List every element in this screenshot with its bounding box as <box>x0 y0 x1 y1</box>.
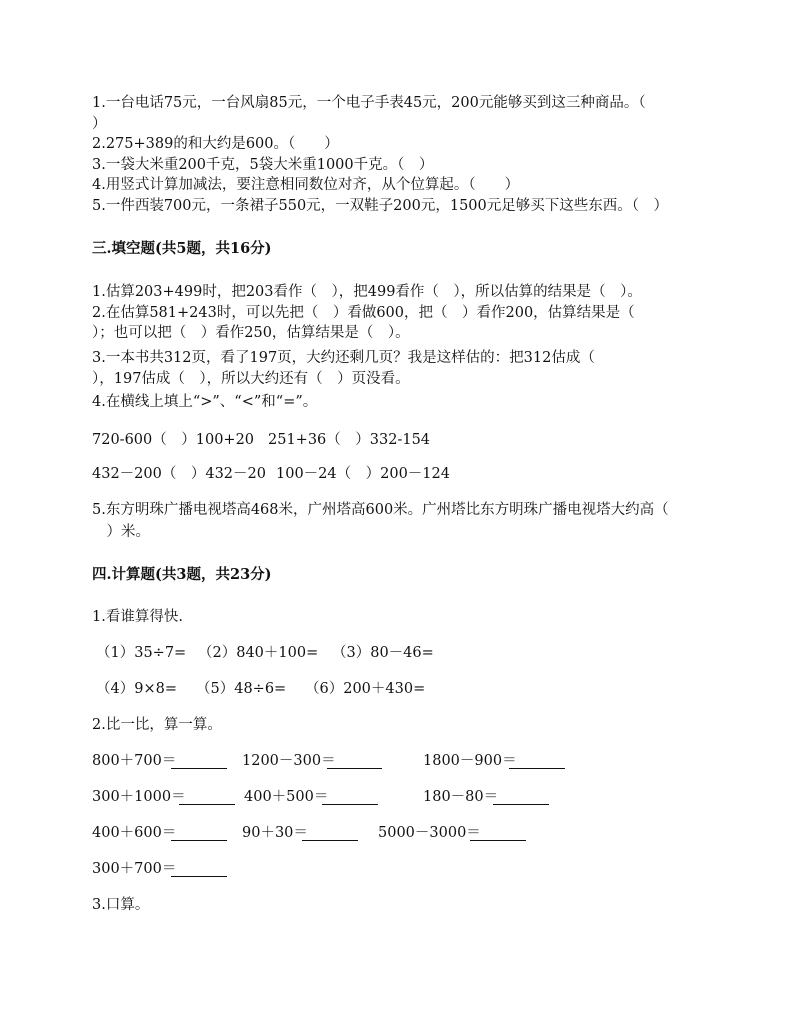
calc-item: （2）840＋100= <box>198 645 319 661</box>
answer-blank[interactable] <box>327 768 382 769</box>
fill-question-2-cont: ）；也可以把（ ）看作250，估算结果是（ ）。 <box>92 325 410 341</box>
answer-blank[interactable] <box>322 804 378 805</box>
calc-question-1-title: 1.看谁算得快. <box>92 609 183 625</box>
calc-item: （5）48÷6= <box>196 681 287 697</box>
fill-question-3: 3.一本书共312页，看了197页，大约还剩几页？我是这样估的：把312估成（ <box>92 350 595 366</box>
judge-question-5: 5.一件西装700元，一条裙子550元，一双鞋子200元，1500元足够买下这些东西。（ ） <box>92 198 669 214</box>
judge-question-3: 3.一袋大米重200千克，5袋大米重1000千克。（ ） <box>92 157 434 173</box>
fill-question-1: 1.估算203+499时，把203看作（ ），把499看作（ ），所以估算的结果是（ ）。 <box>92 284 642 300</box>
compute-item: 300＋700＝ <box>92 861 177 877</box>
fill-question-3-cont: ），197估成（ ），所以大约还有（ ）页没看。 <box>92 371 410 387</box>
calc-item: （3）80－46= <box>332 645 434 661</box>
calc-item: （1）35÷7= <box>96 645 187 661</box>
calc-question-3-title: 3.口算。 <box>92 897 150 913</box>
compute-item: 1200－300＝ <box>242 753 336 769</box>
compare-item: 251+36（ ）332-154 <box>268 432 431 448</box>
compute-item: 800＋700＝ <box>92 753 177 769</box>
compute-item: 1800－900＝ <box>423 753 517 769</box>
answer-blank[interactable] <box>171 840 227 841</box>
judge-question-4: 4.用竖式计算加减法，要注意相同数位对齐，从个位算起。（ ） <box>92 177 520 193</box>
compare-item: 100－24（ ）200－124 <box>276 466 450 482</box>
compare-item: 432－200（ ）432－20 <box>92 466 266 482</box>
answer-blank[interactable] <box>171 876 227 877</box>
judge-question-2: 2.275+389的和大约是600。（ ） <box>92 136 339 152</box>
section-3-title: 三.填空题(共5题，共16分) <box>92 240 272 257</box>
compare-item: 720-600（ ）100+20 <box>92 432 255 448</box>
calc-item: （4）9×8= <box>96 681 177 697</box>
answer-blank[interactable] <box>493 804 549 805</box>
fill-question-2: 2.在估算581+243时，可以先把（ ）看做600，把（ ）看作200，估算结果是（ <box>92 305 635 321</box>
answer-blank[interactable] <box>302 840 358 841</box>
calc-question-2-title: 2.比一比，算一算。 <box>92 717 222 733</box>
compute-item: 5000－3000＝ <box>378 825 481 841</box>
answer-blank[interactable] <box>509 768 565 769</box>
compute-item: 180－80＝ <box>423 789 499 805</box>
compute-item: 400＋600＝ <box>92 825 177 841</box>
answer-blank[interactable] <box>179 804 235 805</box>
answer-blank[interactable] <box>470 840 526 841</box>
calc-item: （6）200＋430= <box>305 681 426 697</box>
compute-item: 90＋30＝ <box>242 825 308 841</box>
fill-question-5: 5.东方明珠广播电视塔高468米，广州塔高600米。广州塔比东方明珠广播电视塔大约高（ <box>92 502 669 518</box>
section-4-title: 四.计算题(共3题，共23分) <box>92 566 272 583</box>
judge-question-1-cont: ） <box>92 116 107 132</box>
fill-question-4: 4.在横线上填上“>”、“<”和“=”。 <box>92 394 318 410</box>
judge-question-1: 1.一台电话75元，一台风扇85元，一个电子手表45元，200元能够买到这三种商品。（ <box>92 95 646 111</box>
compute-item: 300＋1000＝ <box>92 789 186 805</box>
answer-blank[interactable] <box>171 768 227 769</box>
compute-item: 400＋500＝ <box>244 789 329 805</box>
fill-question-5-cont: ）米。 <box>92 524 150 540</box>
